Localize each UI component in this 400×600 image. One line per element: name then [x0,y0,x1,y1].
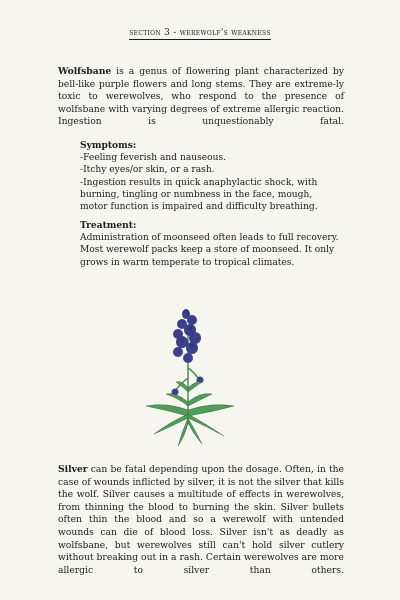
silver-paragraph [58,464,344,577]
treatment-section [80,220,342,269]
symptom-item: -Itchy eyes/or skin, or a rash. [80,165,215,176]
wolfsbane-paragraph [58,66,344,129]
section-header [0,28,400,38]
silver-term: Silver [58,464,88,475]
treatment-heading: Treatment: [80,220,137,231]
symptoms-heading: Symptoms: [80,140,137,151]
symptom-item: -Ingestion results in quick anaphylactic shock, with burning, tingling or numbness in the face, mough, motor function is impaired and difficulty breathing. [80,177,318,213]
section-title: section 3 - werewolf's weakness [129,28,271,38]
symptom-item: -Feeling feverish and nauseous. [80,153,227,164]
symptoms-section [80,140,342,213]
wolfsbane-text: is a genus of flowering plant characterized by bell-like purple flowers and long stems. They are extreme-ly toxic to werewolves, who respond to the presence of wolfsbane with varying degrees of extreme allergic reaction. Ingestion is unquestionably fatal. [58,66,344,128]
wolfsbane-flower-icon [140,306,240,450]
treatment-text: Administration of moonseed often leads to full recovery. Most werewolf packs keep a store of moonseed. It only grows in warm temperate to tropical climates. [80,233,339,268]
wolfsbane-term: Wolfsbane [58,66,112,77]
silver-text: can be fatal depending upon the dosage. Often, in the case of wounds inflicted by silver, it is not the silver that kills the wolf. Silver causes a multitude of effects in werewolves, from thinning the blood to burning the skin. Silver bullets often thin the blood and so a werewolf with untended wounds can die of blood loss. Silver isn't as deadly as wolfsbane, but werewolves still can't hold silver cutlery without breaking out in a rash. Certain werewolves are more allergic to silver than others. [58,464,344,576]
